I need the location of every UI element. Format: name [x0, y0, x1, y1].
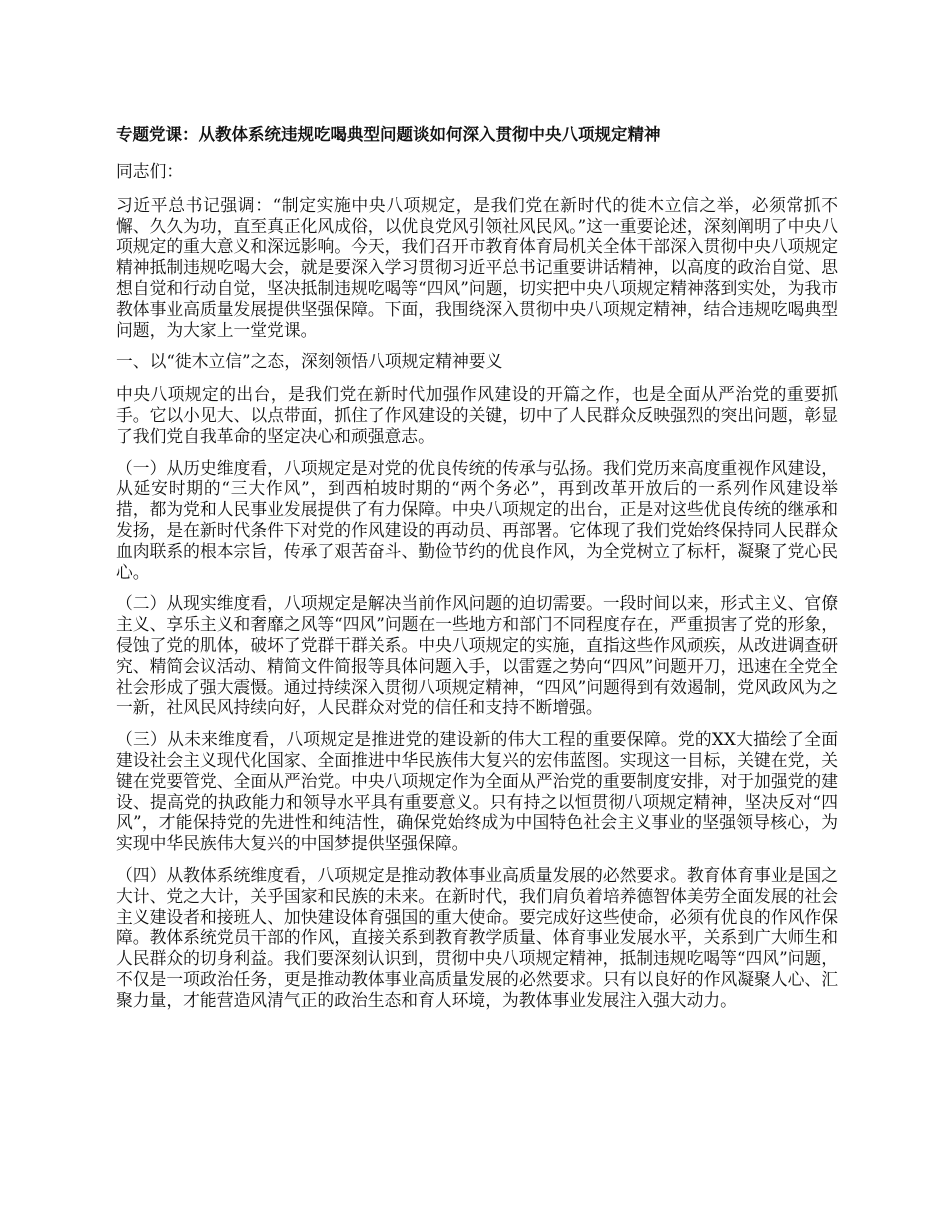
body-paragraph: 中央八项规定的出台，是我们党在新时代加强作风建设的开篇之作，也是全面从严治党的重要抓手。它以小见大、以点带面，抓住了作风建设的关键，切中了人民群众反映强烈的突出问题，彰显了我们党自我革命的坚定决心和顽强意志。	[116, 384, 838, 446]
body-paragraph: （二）从现实维度看，八项规定是解决当前作风问题的迫切需要。一段时间以来，形式主义、官僚主义、享乐主义和奢靡之风等“四风”问题在一些地方和部门不同程度存在，严重损害了党的形象，侵蚀了党的肌体，破坏了党群干群关系。中央八项规定的实施，直指这些作风顽疾，从改进调查研究、精简会议活动、精简文件简报等具体问题入手，以雷霆之势向“四风”问题开刀，迅速在全党全社会形成了强大震慑。通过持续深入贯彻八项规定精神，“四风”问题得到有效遏制，党风政风为之一新，社风民风持续向好，人民群众对党的信任和支持不断增强。	[116, 593, 838, 718]
document-page	[116, 124, 838, 1021]
intro-paragraph: 习近平总书记强调：“制定实施中央八项规定，是我们党在新时代的徙木立信之举，必须常抓不懈、久久为功，直至真正化风成俗，以优良党风引领社风民风。”这一重要论述，深刻阐明了中央八项规定的重大意义和深远影响。今天，我们召开市教育体育局机关全体干部深入贯彻中央八项规定精神抵制违规吃喝大会，就是要深入学习贯彻习近平总书记重要讲话精神，以高度的政治自觉、思想自觉和行动自觉，坚决抵制违规吃喝等“四风”问题，切实把中央八项规定精神落到实处，为我市教体事业高质量发展提供坚强保障。下面，我围绕深入贯彻中央八项规定精神，结合违规吃喝典型问题，为大家上一堂党课。	[116, 194, 838, 340]
section-heading-1: 一、以“徙木立信”之态，深刻领悟八项规定精神要义	[116, 351, 503, 372]
body-paragraph: （一）从历史维度看，八项规定是对党的优良传统的传承与弘扬。我们党历来高度重视作风建设，从延安时期的“三大作风”，到西柏坡时期的“两个务必”，再到改革开放后的一系列作风建设举措，都为党和人民事业发展提供了有力保障。中央八项规定的出台，正是对这些优良传统的继承和发扬，是在新时代条件下对党的作风建设的再动员、再部署。它体现了我们党始终保持同人民群众血肉联系的根本宗旨，传承了艰苦奋斗、勤俭节约的优良作风，为全党树立了标杆，凝聚了党心民心。	[116, 457, 838, 582]
body-paragraph: （三）从未来维度看，八项规定是推进党的建设新的伟大工程的重要保障。党的XX大描绘了全面建设社会主义现代化国家、全面推进中华民族伟大复兴的宏伟蓝图。实现这一目标，关键在党，关键在党要管党、全面从严治党。中央八项规定作为全面从严治党的重要制度安排，对于加强党的建设、提高党的执政能力和领导水平具有重要意义。只有持之以恒贯彻八项规定精神，坚决反对“四风”，才能保持党的先进性和纯洁性，确保党始终成为中国特色社会主义事业的坚强领导核心，为实现中华民族伟大复兴的中国梦提供坚强保障。	[116, 729, 838, 854]
body-paragraph: （四）从教体系统维度看，八项规定是推动教体事业高质量发展的必然要求。教育体育事业是国之大计、党之大计，关乎国家和民族的未来。在新时代，我们肩负着培养德智体美劳全面发展的社会主义建设者和接班人、加快建设体育强国的重大使命。要完成好这些使命，必须有优良的作风作保障。教体系统党员干部的作风，直接关系到教育教学质量、体育事业发展水平，关系到广大师生和人民群众的切身利益。我们要深刻认识到，贯彻中央八项规定精神，抵制违规吃喝等“四风”问题，不仅是一项政治任务，更是推动教体事业高质量发展的必然要求。只有以良好的作风凝聚人心、汇聚力量，才能营造风清气正的政治生态和育人环境，为教体事业发展注入强大动力。	[116, 864, 838, 1010]
salutation: 同志们：	[116, 161, 184, 181]
document-title: 专题党课：从教体系统违规吃喝典型问题谈如何深入贯彻中央八项规定精神	[116, 125, 661, 144]
